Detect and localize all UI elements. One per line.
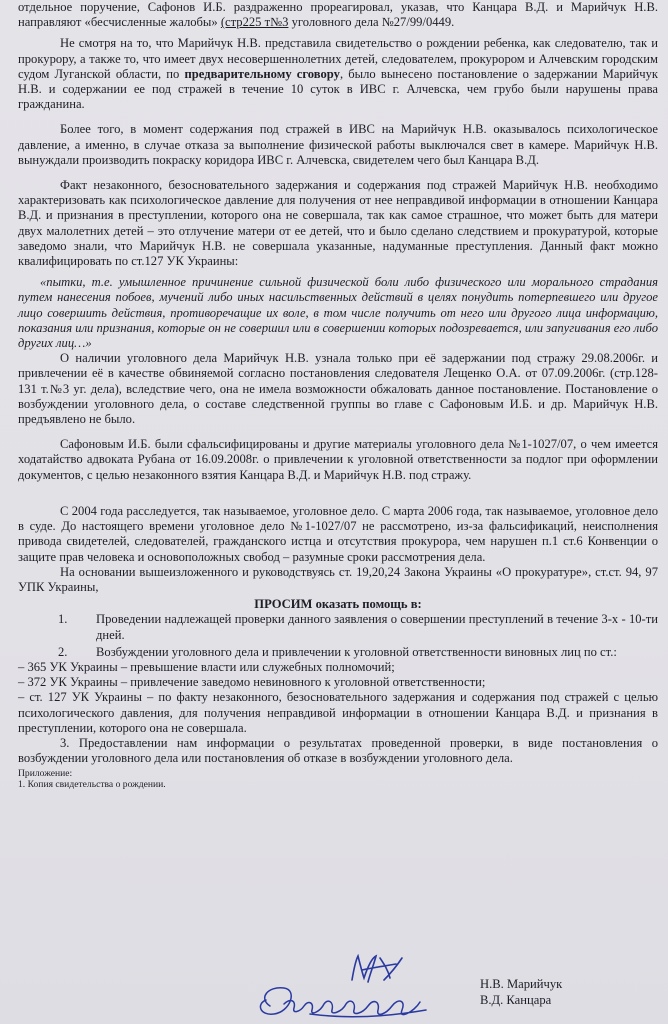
list-item: 2. Возбуждении уголовного дела и привлечении к уголовной ответственности виновных лиц по ст.:	[58, 644, 617, 659]
document-body	[18, 0, 658, 790]
paragraph-5: О наличии уголовного дела Марийчук Н.В. узнала только при её задержании под стражу 29.08.2006г. и привлечении её в качестве обвиняемой согласно постановления следователя Лещенко О.А. от 07.09.2006г. (стр.128-131 т.№3 уг. дела), вследствие чего, она не имела возможности обжаловать данное постановление. Постановление о возбуждении уголовного дела, о составе следственной группы во главе с Сафоновым И.Б. и др. Марийчук Н.В. предъявлено не было.	[18, 351, 658, 427]
request-heading: ПРОСИМ оказать помощь в:	[254, 597, 422, 612]
paragraph-7: С 2004 года расследуется, так называемое, уголовное дело. С марта 2006 года, так называемое, уголовное дело в суде. До настоящего времени уголовное дело №1-1027/07 не рассмотрено, из-за фальсификаций, неисполнения привода свидетелей, следователей, гражданского истца и отсутствия прокурора, чем нарушен п.1 ст.6 Конвенции о защите прав человека и основоположных свобод – разумные сроки рассмотрения дела.	[18, 503, 658, 564]
list-item: 1. Проведении надлежащей проверки данного заявления о совершении преступлений в течение 3-х - 10-ти дней.	[58, 612, 658, 642]
signatory-name: Н.В. Марийчук	[480, 977, 563, 991]
signatories	[480, 976, 562, 1008]
paragraph-2: Не смотря на то, что Марийчук Н.В. представила свидетельство о рождении ребенка, как следователю, так и прокурору, а также то, что имеет двух несовершеннолетних детей, следователем, прокурором и Алчевским городским судом Луганской области, по предварительному сговору, было вынесено постановление о задержании Марийчук Н.В. и содержании ее под стражей в течение 10 суток в ИВС г. Алчевска, чем грубо были нарушены права гражданина.	[18, 36, 658, 112]
paragraph-6: Сафоновым И.Б. были сфальсифицированы и другие материалы уголовного дела №1-1027/07, о чем имеется ходатайство адвоката Рубана от 16.09.2008г. о привлечении к уголовной ответственности за подлог при оформлении документов, с целью незаконного взятия Канцара В.Д. и Марийчук Н.В. под стражу.	[18, 437, 658, 482]
paragraph-8: На основании вышеизложенного и руководствуясь ст. 19,20,24 Закона Украины «О прокуратуре», ст.ст. 94, 97 УПК Украины,	[18, 564, 658, 594]
law-quote: «пытки, т.е. умышленное причинение сильной физической боли либо физического или морального страдания путем нанесения побоев, мучений либо иных насильственных действий в целях понудить потерпевшего или другое лицо совершить действия, противоречащие их воле, в том числе получить от него или другого лица информацию, показания или признания, которые он не совершил или в совершении которых подозревается, или запугивания его либо других лиц…»	[18, 275, 658, 351]
signatory-name: В.Д. Канцара	[480, 993, 552, 1007]
attachments: Приложение: 1. Копия свидетельства о рождении.	[18, 768, 166, 791]
page-reference: (стр225 т№3	[220, 15, 289, 30]
request-list	[18, 612, 658, 660]
emphasis-conspiracy: предварительному сговору	[184, 66, 340, 81]
paragraph-4: Факт незаконного, безосновательного задержания и содержания под стражей Марийчук Н.В. необходимо характеризовать как психологическое давление для получения от нее неправдивой информации в отношении Канцара В.Д. и признания в преступлении, которого она не совершала, так как самое страшное, что может быть для матери двух малолетних детей – это отлучение матери от ее детей, что и было сделано следствием и прокуратурой, которые заведомо знали, что Марийчук Н.В. не совершала указанные, надуманные преступления. Данный факт можно квалифицировать по ст.127 УК Украины:	[18, 178, 658, 269]
signature-kantsara	[250, 978, 440, 1024]
article-127: – ст. 127 УК Украины – по факту незаконного, безосновательного задержания и содержания под стражей с целью психологического давления, для получения неправдивой информации в отношении Канцара В.Д. и признания в преступлении, которого она не совершала.	[18, 690, 658, 735]
article-372: – 372 УК Украины – привлечение заведомо невиновного к уголовной ответственности;	[18, 675, 486, 690]
paragraph-3: Более того, в момент содержания под стражей в ИВС на Марийчук Н.В. оказывалось психологическое давление, а именно, в случае отказа за выполнение физической работы выключался свет в камере. Марийчук Н.В. вынуждали производить покраску коридора ИВС г. Алчевска, свидетелем чего был Канцара В.Д.	[18, 122, 658, 167]
article-365: – 365 УК Украины – превышение власти или служебных полномочий;	[18, 659, 395, 674]
request-item-3: 3. Предоставлении нам информации о результатах проведенной проверки, в виде постановления о возбуждении уголовного дела или постановления об отказе в возбуждении уголовного дела.	[18, 735, 658, 766]
paragraph-1: отдельное поручение, Сафонов И.Б. раздраженно прореагировал, указав, что Канцара В.Д. и Марийчук Н.В. направляют «бесчисленные жалобы» (стр225 т№3 уголовного дела №27/99/0449.	[18, 0, 658, 30]
